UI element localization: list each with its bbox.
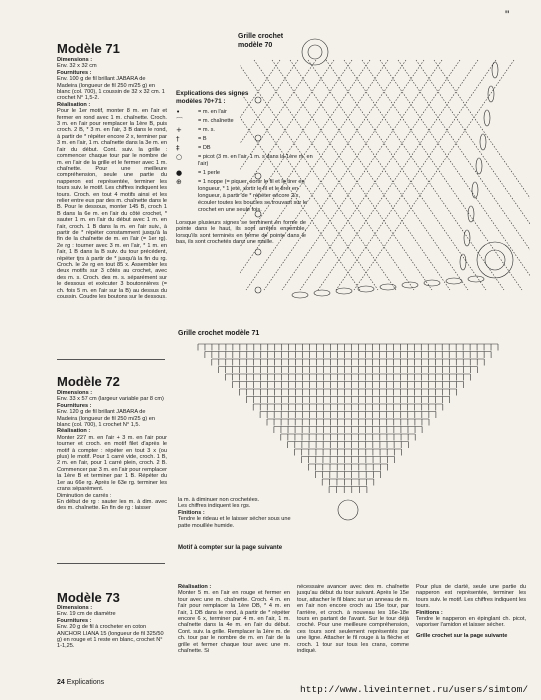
footer-section: Explications [66, 679, 105, 686]
model-72-dimin-label: Diminution de carrés : [57, 492, 112, 499]
model-73-dim-value: Env. 19 cm de diamètre [57, 611, 116, 618]
legend-symbol-icon: ‡ [176, 144, 180, 152]
model-71-fourn-label: Fournitures : [57, 69, 92, 76]
petal-mark [464, 230, 470, 246]
mesh-line [336, 60, 496, 290]
legend-text: = picot (3 m. en l'air, 1 m. s dans la 1ère m. en l'air) [198, 154, 313, 167]
mesh-line [308, 60, 468, 290]
mesh-line [380, 60, 530, 290]
picot-mark [255, 249, 261, 255]
petal-mark [472, 182, 478, 198]
model-73-realisation [178, 584, 290, 674]
legend-item [176, 109, 316, 116]
page-footer [57, 679, 104, 686]
flower-circle [308, 45, 322, 59]
flower-circle [477, 242, 513, 278]
mesh-line [416, 60, 530, 290]
model-73-fin-label: Finitions : [416, 609, 443, 616]
petal-mark [336, 288, 352, 294]
legend-text: = m. en l'air [198, 109, 227, 115]
model-72-text [57, 390, 167, 558]
legend-title-line1: Explications des signes [176, 90, 249, 97]
legend-item [176, 145, 316, 152]
legend-item [176, 154, 316, 168]
legend-text: = 1 perle [198, 170, 220, 176]
legend-symbol-icon: ○ [176, 153, 183, 161]
picot-mark [255, 287, 261, 293]
divider-72-73 [57, 563, 165, 564]
model-73-continued [297, 584, 409, 674]
model-72-fin-value: Tendre le rideau et le laisser sécher sous une patte mouillée humide. [178, 516, 291, 529]
legend-item [176, 170, 316, 177]
legend-text: = m. chaînette [198, 118, 234, 124]
model-71-real-label: Réalisation : [57, 101, 91, 108]
petal-mark [446, 278, 462, 284]
model-72-fourn-label: Fournitures : [57, 402, 92, 409]
model-71-title: Modèle 71 [57, 41, 120, 56]
model-72-finish-block [178, 497, 298, 529]
model-73-real-value: Monter 5 m. en l'air en rouge et fermer en tour avec une m. chaînette. Croch. 4 m. en l'air pour remplacer la 1ère DB, * 4 m. en l'air, 1 DB dans le rond, à partir de * répéter encore 6 x, terminer par 4 m. en l'air, 1 m. chaînette dans la 4e m. en l'air du début. Cont. suiv. la grille. Remplacer la 1ère m. de ch. tour par le nombre de m. en l'air de la grille et fermer chaque tour avec une m. chaînette. Si [178, 590, 290, 655]
petal-mark [292, 292, 308, 298]
petal-mark [402, 282, 418, 288]
model-73-dim-label: Dimensions : [57, 605, 93, 611]
model-73-finish [416, 584, 526, 674]
model-72-motif-label: Motif à compter sur la page suivante [178, 545, 283, 551]
divider-71-72 [57, 359, 165, 360]
petal-mark [492, 62, 498, 78]
petal-mark [488, 86, 494, 102]
legend-items [176, 109, 316, 214]
model-72-text2: Les chiffres indiquent les rgs. [178, 503, 251, 510]
mesh-line [344, 60, 504, 290]
mesh-line [362, 60, 522, 290]
model-71-dim-label: Dimensions : [57, 57, 93, 63]
legend-note: Lorsque plusieurs signes se terminent en forme de pointe dans le haut, ils sont arrêtés ensemble, lorsqu'ils sont terminés en forme de pointe dans le bas, ils sont crochetés dans une maille. [176, 220, 306, 246]
grid-71-title: Grille crochet modèle 71 [178, 330, 260, 337]
model-73-continued-text: nécessaire avancer avec des m. chaînette jusqu'au début du tour suivant. Après le 15e tour, attacher le fil blanc sur un anneau de m. en l'air non encore croch au 15e tour, par l'arrière, et croch. à nouveau les 16e-18e tours en partant de l'avant. Sur le tour déjà croché. Pour une meilleure compréhension, ces tours sont seulement représentés par une ligne. Attacher le fil rouge à la flèche et croch. 1 tour sur tous les crans, comme indiqué. [297, 584, 409, 655]
model-71-text [57, 57, 167, 357]
model-72-fourn-value: Env. 120 g de fil brillant JABARA de Madeira (longueur de fil 250 m/25 g) en blanc (col. 700), 1 crochet N° 1,5. [57, 409, 155, 429]
legend-title [176, 90, 316, 106]
model-71-fourn-value: Env. 100 g de fil brillant JABARA de Madeira (longueur de fil 250 m/25 g) en blanc (col. 700), 1 coussin de 32 x 32 cm. 1 crochet N° 1,5-2. [57, 76, 165, 102]
legend-item [176, 136, 316, 143]
model-72-fin-label: Finitions : [178, 509, 205, 516]
corner-mark: " [505, 8, 510, 22]
legend-symbol-icon: ● [176, 169, 183, 177]
mesh-line [326, 60, 486, 290]
legend-item [176, 127, 316, 134]
model-73-grid-label: Grille crochet sur la page suivante [416, 632, 508, 639]
mesh-line [434, 60, 530, 290]
petal-mark [484, 110, 490, 126]
legend [176, 90, 316, 246]
legend-item [176, 179, 316, 214]
legend-item [176, 118, 316, 125]
model-72-dim-label: Dimensions : [57, 390, 93, 396]
model-73-finish-text: Pour plus de clarté, seule une partie du napperon est représentée, terminer les tours suiv. le motif. Les chiffres indiquent les tours. [416, 584, 526, 610]
model-72-dim-value: Env. 33 x 57 cm (largeur variable par 8 cm) [57, 396, 164, 403]
petal-mark [480, 134, 486, 150]
mesh-line [354, 60, 514, 290]
model-73-fin-value: Tendre le napperon en épinglant ch. picot, vaporiser l'amidon et laisser sécher. [416, 616, 526, 629]
petal-mark [468, 276, 484, 282]
legend-symbol-icon: • [176, 108, 181, 116]
legend-symbol-icon: ⌒ [176, 117, 183, 125]
model-73-title: Modèle 73 [57, 590, 120, 605]
model-72-real-label: Réalisation : [57, 428, 91, 435]
model-73-real-label: Réalisation : [178, 584, 212, 590]
grid-70-title-line2: modèle 70 [238, 42, 273, 49]
legend-title-line2: modèles 70+71 : [176, 98, 226, 105]
petal-mark [314, 290, 330, 296]
petal-mark [460, 254, 466, 270]
model-72-title: Modèle 72 [57, 374, 120, 389]
flower-circle [485, 250, 505, 270]
petal-mark [476, 158, 482, 174]
model-72-dimin-value: En début de rg : sauter les m. à dim. avec des m. chaînette. En fin de rg : laisser [57, 498, 167, 512]
legend-symbol-icon: ⊕ [176, 178, 182, 186]
model-72-real-value: Monter 227 m. en l'air + 3 m. en l'air pour tourner et croch. en motif filet d'après le motif à compter : répéter en tout 3 x (ou plus) le motif. Pour 1 carré vide, croch. 1 B, 2 m. en l'air, pour 1 carré plein, croch. 2 B. Commencer par 3 m. en l'air pour remplacer la 1ère B et terminer par 1 B. Répéter du 1er au 66e rg. Après le 63e rg. terminer les crans séparément. [57, 434, 167, 493]
legend-text: = B [198, 136, 207, 142]
model-72-text1: la m. à diminuer non crochetées. [178, 497, 260, 503]
legend-symbol-icon: + [176, 126, 182, 134]
model-71-dim-value: Env. 32 x 32 cm [57, 63, 97, 70]
petal-mark [358, 286, 374, 292]
model-71-real-value: Pour le 1er motif, monter 8 m. en l'air et fermer en rond avec 1 m. chaînette. Croch. 3 m. en l'air pour remplacer la 1ère B, puis croch. 2 B, * 3 m. en l'air, 3 B dans le rond, à partir de * répéter encore 2 x, terminer par 3 m. en l'air, 1 m. chaînette dans la 3e m. en l'air du début. Cont. suiv. la grille : commencer chaque tour par le nombre de m. en l'air de la grille et le fermer avec 1 m. chaînette. Pour une meilleure compréhension, seule une partie du napperon est représentée, terminer les tours suiv. le motif. Les chiffres indiquent les tours. Croch. en tout 4 motifs ainsi et les relier entre eux par des m. chaînette dans le B. Pour le dessous, monter 145 B, croch 1 B dans la 6e m. en l'air du côté crochet, * sauter 1 m. en l'air du début avec 1 m. en l'air, croch. 1 B dans la m. en l'air suiv., à partir de * répéter constamment jusqu'à la fin de la chaînette de m. en l'air (= 1er rg). 2e rg : tourner avec 3 m. en l'air, * 1 m. en l'air, 1 B dans la B suiv. du tour précédent, répéter tjrs à partir de * jusqu'à la fin du rg. Croch. le 2e rg en tout 85 x. Assembler les deux motifs sur 3 côtés au crochet, avec des m. s. Croch. des m. s. séparément sur le dessous et exécuter 3 boutonnières (= ch. fois 5 m. en l'air sur la B) au dessus du coussin. Coudre les boutons sur le dessous. [57, 108, 167, 301]
legend-text: = 1 noppe (= piquer, sortir le fil et le tirer en longueur, * 1 jeté, sortir le fil et le tirer en longueur, à partir de * répéter encore 2 x, écouler toutes les boucles se trouvant sur le crochet en une seule fois. [198, 179, 308, 213]
grid-70-title-line1: Grille crochet [238, 33, 284, 40]
page-number: 24 [57, 679, 65, 686]
mesh-line [300, 60, 460, 290]
legend-text: = m. s. [198, 127, 215, 133]
model-73-fourn-value: Env. 20 g de fil à crocheter en coton ANCHOR LIANA 15 (longueur de fil 325/50 g) en rouge et 1 reste en blanc, crochet N° 1-1,25. [57, 624, 164, 650]
model-73-fourn-label: Fournitures : [57, 617, 92, 624]
legend-text: = DB [198, 145, 211, 151]
legend-symbol-icon: † [176, 135, 180, 143]
watermark-url: http://www.liveinternet.ru/users/simtom/ [300, 684, 529, 695]
petal-mark [424, 280, 440, 286]
mesh-line [318, 60, 478, 290]
flower-circle [338, 500, 358, 520]
model-73-text [57, 605, 167, 665]
